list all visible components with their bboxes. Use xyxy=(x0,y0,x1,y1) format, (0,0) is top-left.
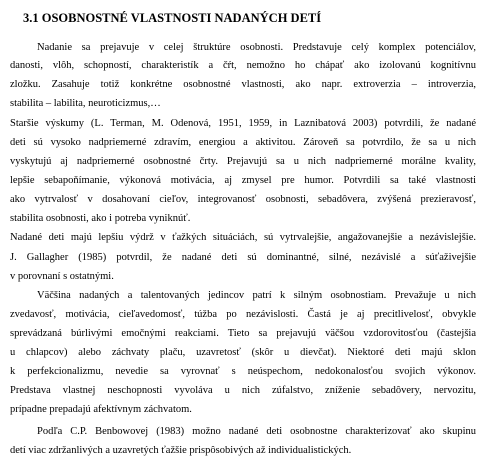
text-line: vyskytujú aj nadpriemerné osobnostné črty. Prejavujú sa u nich nadpriemerné morálne kvality, xyxy=(10,156,476,167)
section-heading: 3.1 OSOBNOSTNÉ VLASTNOSTI NADANÝCH DETÍ xyxy=(23,11,322,25)
text-line: v porovnaní s ostatnými. xyxy=(10,271,114,282)
text-line: J. Gallagher (1985) potvrdil, že nadané deti sú dominantné, silné, nezávislé a súťaživejšie xyxy=(10,252,476,263)
text-line: u chlapcov) alebo záchvaty plaču, uzavretosť (skôr u dievčat). Niektoré deti majú sklon xyxy=(10,347,476,358)
text-line: deti sú vysoko nadpriemerné zdravím, energiou a aktivitou. Zároveň sa potvrdilo, že sa u nich xyxy=(10,137,476,148)
text-line: Väčšina nadaných a talentovaných jedincov patrí k silným osobnostiam. Prevažuje u nich xyxy=(37,290,476,301)
text-line: lepšie sebapoňímanie, výkonová motivácia, aj zmysel pre humor. Potvrdili sa také vlastnosti xyxy=(10,175,476,186)
text-line: stabilita – labilita, neuroticizmus,… xyxy=(10,98,161,109)
text-line: k perfekcionalizmu, nevedie sa vyrovnať s neúspechom, nedokonalosťou svojich výkonov. xyxy=(10,366,476,377)
text-line: zvedavosť, motivácia, cieľavedomosť, túžba po nezávislosti. Častá je aj precitlivelosť, obvykle xyxy=(10,309,476,320)
text-line: stabilita osobnosti, ako i potreba vyniknúť. xyxy=(10,213,191,224)
text-line: Podľa C.P. Benbowovej (1983) možno nadané deti osobnostne charakterizovať ako skupinu xyxy=(37,426,476,437)
text-line: prípadne prepadajú afektívnym záchvatom. xyxy=(10,404,192,415)
text-line: detí viac zdržanlivých a uzavretých ťažšie prispôsobivých až individualistických. xyxy=(10,445,352,456)
text-line: sprevádzaná búrlivými emočnými reakciami. Tieto sa prejavujú väčšou vzdorovitosťou (častejšia xyxy=(10,328,476,339)
text-line: Nadanie sa prejavuje v celej štruktúre osobnosti. Predstavuje celý komplex potenciálov, xyxy=(37,42,476,53)
text-line: ako vytrvalosť v dosahovaní cieľov, integrovanosť osobnosti, sebadôvera, zvýšená prezieravosť, xyxy=(10,194,476,205)
text-line: danosti, vlôh, schopností, charakteristík a čŕt, nemožno ho chápať ako izolovanú kognitívnu xyxy=(10,60,476,71)
text-line: Predstava vlastnej neschopnosti vyvoláva u nich zúfalstvo, zníženie sebadôvery, nervozitu, xyxy=(10,385,476,396)
text-line: Staršie výskumy (L. Terman, M. Odenová, 1951, 1959, in Laznibatová 2003) potvrdili, že nadané xyxy=(10,118,476,129)
text-line: zložku. Zasahuje totiž konkrétne osobnostné vlastnosti, ako napr. extroverzia – introverzia, xyxy=(10,79,476,90)
text-line: Nadané deti majú lepšiu výdrž v ťažkých situáciách, sú vytrvalejšie, angažovanejšie a nezávislejšie. xyxy=(10,232,476,243)
